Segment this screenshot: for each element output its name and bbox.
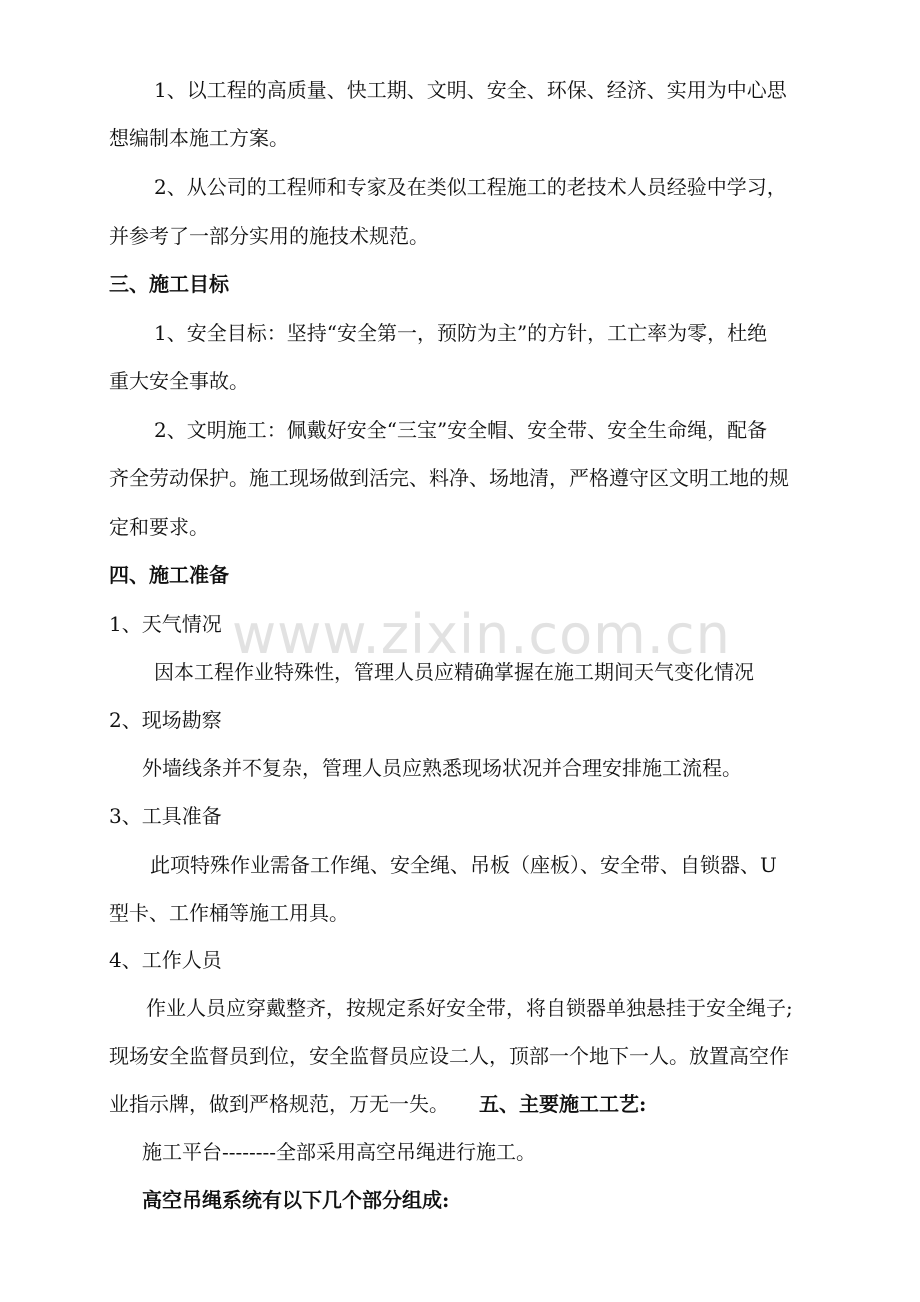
section-heading: 五、主要施工工艺: [479, 1092, 647, 1116]
subheading: 3、工具准备 [109, 804, 222, 828]
watermark: www.zixin.com.cn [232, 603, 731, 666]
paragraph-line: 2、文明施工：佩戴好安全“三宝”安全帽、安全带、安全生命绳，配备 [154, 418, 768, 442]
paragraph-line: 外墙线条并不复杂，管理人员应熟悉现场状况并合理安排施工流程。 [142, 756, 742, 780]
paragraph-line: 齐全劳动保护。施工现场做到活完、料净、场地清，严格遵守区文明工地的规 [109, 466, 789, 490]
subheading: 1、天气情况 [109, 612, 222, 636]
bold-paragraph-line: 高空吊绳系统有以下几个部分组成: [142, 1188, 450, 1212]
subheading: 2、现场勘察 [109, 708, 222, 732]
paragraph-line: 因本工程作业特殊性，管理人员应精确掌握在施工期间天气变化情况 [154, 660, 754, 684]
paragraph-line: 型卡、工作桶等施工用具。 [109, 901, 349, 925]
paragraph-line: 定和要求。 [109, 515, 209, 539]
paragraph-line: 作业人员应穿戴整齐，按规定系好安全带，将自锁器单独悬挂于安全绳子; [146, 996, 793, 1020]
paragraph-line: 想编制本施工方案。 [109, 126, 289, 150]
paragraph-line: 1、安全目标：坚持“安全第一，预防为主”的方针，工亡率为零，杜绝 [154, 321, 768, 345]
paragraph-line: 现场安全监督员到位，安全监督员应设二人，顶部一个地下一人。放置高空作 [109, 1044, 789, 1068]
paragraph-line: 并参考了一部分实用的施技术规范。 [109, 224, 429, 248]
paragraph-line: 业指示牌，做到严格规范，万无一失。 [109, 1092, 449, 1116]
paragraph-line: 此项特殊作业需备工作绳、安全绳、吊板（座板）、安全带、自锁器、U [150, 853, 777, 877]
section-heading: 四、施工准备 [109, 563, 229, 587]
paragraph-line: 重大安全事故。 [109, 369, 249, 393]
section-heading: 三、施工目标 [109, 272, 229, 296]
subheading: 4、工作人员 [109, 948, 222, 972]
paragraph-line: 1、以工程的高质量、快工期、文明、安全、环保、经济、实用为中心思 [154, 78, 787, 102]
paragraph-line: 施工平台--------全部采用高空吊绳进行施工。 [142, 1140, 537, 1164]
paragraph-line: 2、从公司的工程师和专家及在类似工程施工的老技术人员经验中学习， [154, 175, 787, 199]
